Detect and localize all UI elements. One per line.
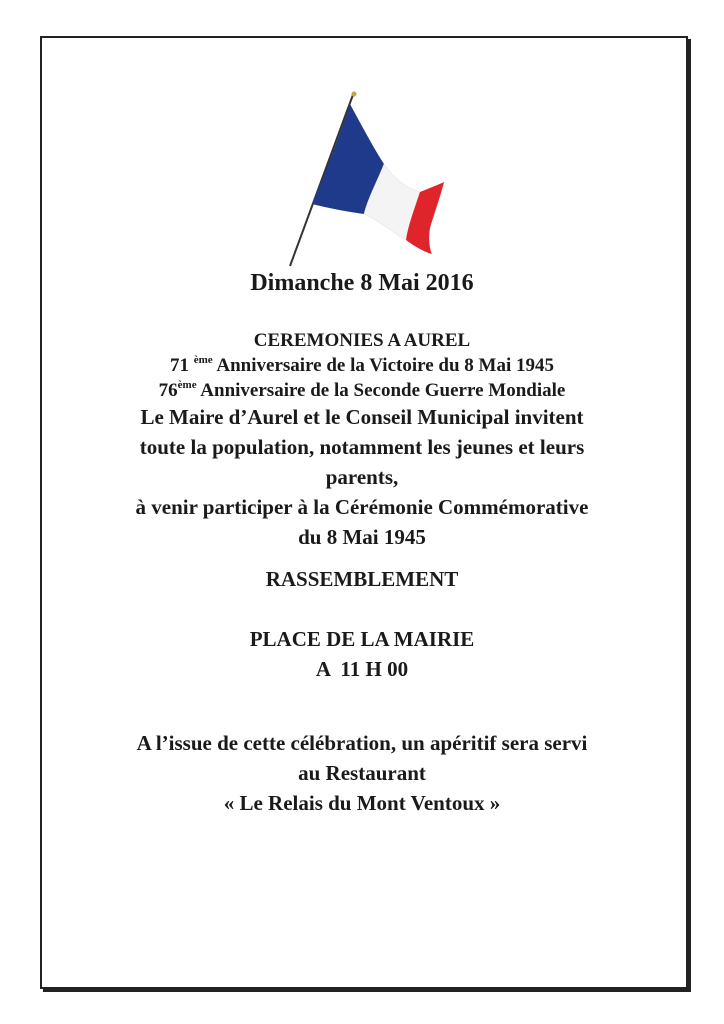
- invitation-line: Le Maire d’Aurel et le Conseil Municipal invitent: [140, 405, 584, 429]
- aperitif-block: [0, 728, 724, 818]
- rassemblement-heading: RASSEMBLEMENT: [265, 567, 459, 591]
- event-date: Dimanche 8 Mai 2016: [250, 270, 474, 296]
- ordinal-suffix: ème: [177, 379, 197, 391]
- anniversary-number: 76: [158, 380, 178, 401]
- anniversary-text: Anniversaire de la Victoire du 8 Mai 1945: [216, 355, 554, 376]
- anniversary-victory: [0, 353, 724, 378]
- ceremonies-block: [0, 328, 724, 403]
- invitation-line: parents,: [325, 465, 399, 489]
- anniversary-number: 71: [170, 355, 189, 376]
- meeting-place-block: [0, 624, 724, 684]
- french-flag-icon: [284, 90, 449, 268]
- anniversary-text: Anniversaire de la Seconde Guerre Mondiale: [200, 380, 566, 401]
- aperitif-line: au Restaurant: [298, 761, 426, 785]
- meeting-time: A 11 H 00: [315, 657, 409, 681]
- invitation-line: du 8 Mai 1945: [298, 525, 426, 549]
- ceremonies-title: CEREMONIES A AUREL: [253, 330, 471, 351]
- anniversary-war: [0, 378, 724, 403]
- invitation-line: à venir participer à la Cérémonie Commémorative: [135, 495, 589, 519]
- meeting-place: PLACE DE LA MAIRIE: [249, 627, 475, 651]
- aperitif-line: A l’issue de cette célébration, un apéritif sera servi: [136, 731, 588, 755]
- invitation-line: toute la population, notamment les jeunes et leurs: [139, 435, 585, 459]
- ordinal-suffix: ème: [193, 354, 213, 366]
- invitation-block: [0, 402, 724, 552]
- restaurant-name: « Le Relais du Mont Ventoux »: [223, 791, 501, 815]
